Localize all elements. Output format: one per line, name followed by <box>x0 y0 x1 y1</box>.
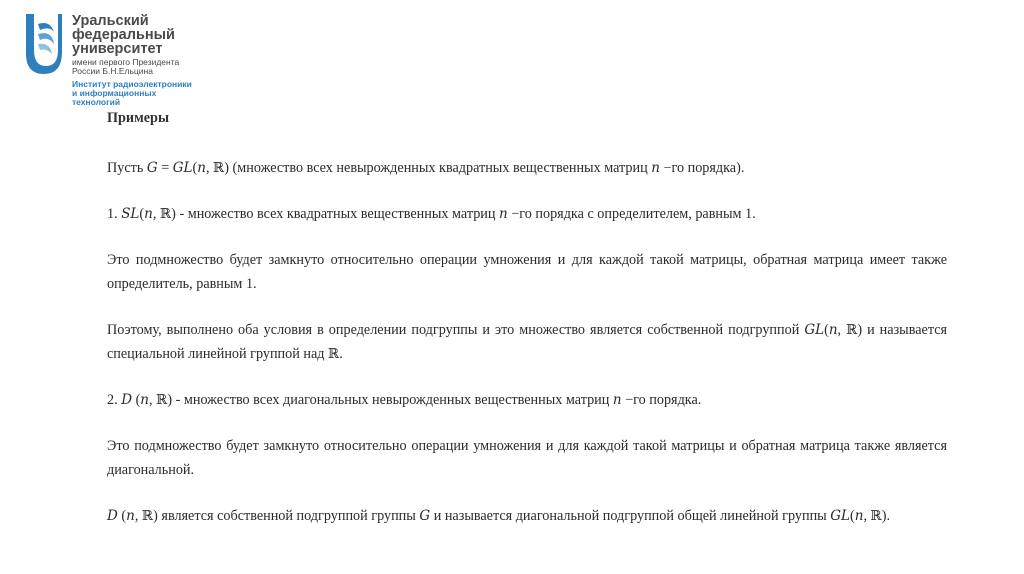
paragraph-subgroup-1: Поэтому, выполнено оба условия в определении подгруппы и это множество является собственной подгруппой GL(n, ℝ) и называется специальной линейной группой над ℝ. <box>107 322 948 362</box>
slide-heading: Примеры <box>107 110 170 126</box>
university-name: Уральский федеральный университет <box>72 13 175 57</box>
institute-name: Институт радиоэлектроники и информационных технологий <box>72 79 192 107</box>
university-logo <box>20 10 220 110</box>
paragraph-closure-1: Это подмножество будет замкнуто относительно операции умножения и для каждой такой матрицы, обратная матрица имеет также определитель, равным 1. <box>107 252 947 292</box>
university-subtitle: имени первого Президента России Б.Н.Ельцина <box>72 57 180 76</box>
urfu-emblem-icon <box>20 10 64 80</box>
paragraph-subgroup-2: D (n, ℝ) является собственной подгруппой группы G и называется диагональной подгруппой общей линейной группы GL(n, ℝ). <box>107 508 891 524</box>
paragraph-example-1: 1. SL(n, ℝ) - множество всех квадратных вещественных матриц n −го порядка с определителем, равным 1. <box>107 206 756 222</box>
paragraph-example-2: 2. D (n, ℝ) - множество всех диагональных невырожденных вещественных матриц n −го порядка. <box>107 392 702 408</box>
paragraph-intro: Пусть G = GL(n, ℝ) (множество всех невырожденных квадратных вещественных матриц n −го порядка). <box>107 160 745 176</box>
paragraph-closure-2: Это подмножество будет замкнуто относительно операции умножения и для каждой такой матрицы и обратная матрица также является диагональной. <box>107 438 947 478</box>
slide-content <box>107 108 947 528</box>
